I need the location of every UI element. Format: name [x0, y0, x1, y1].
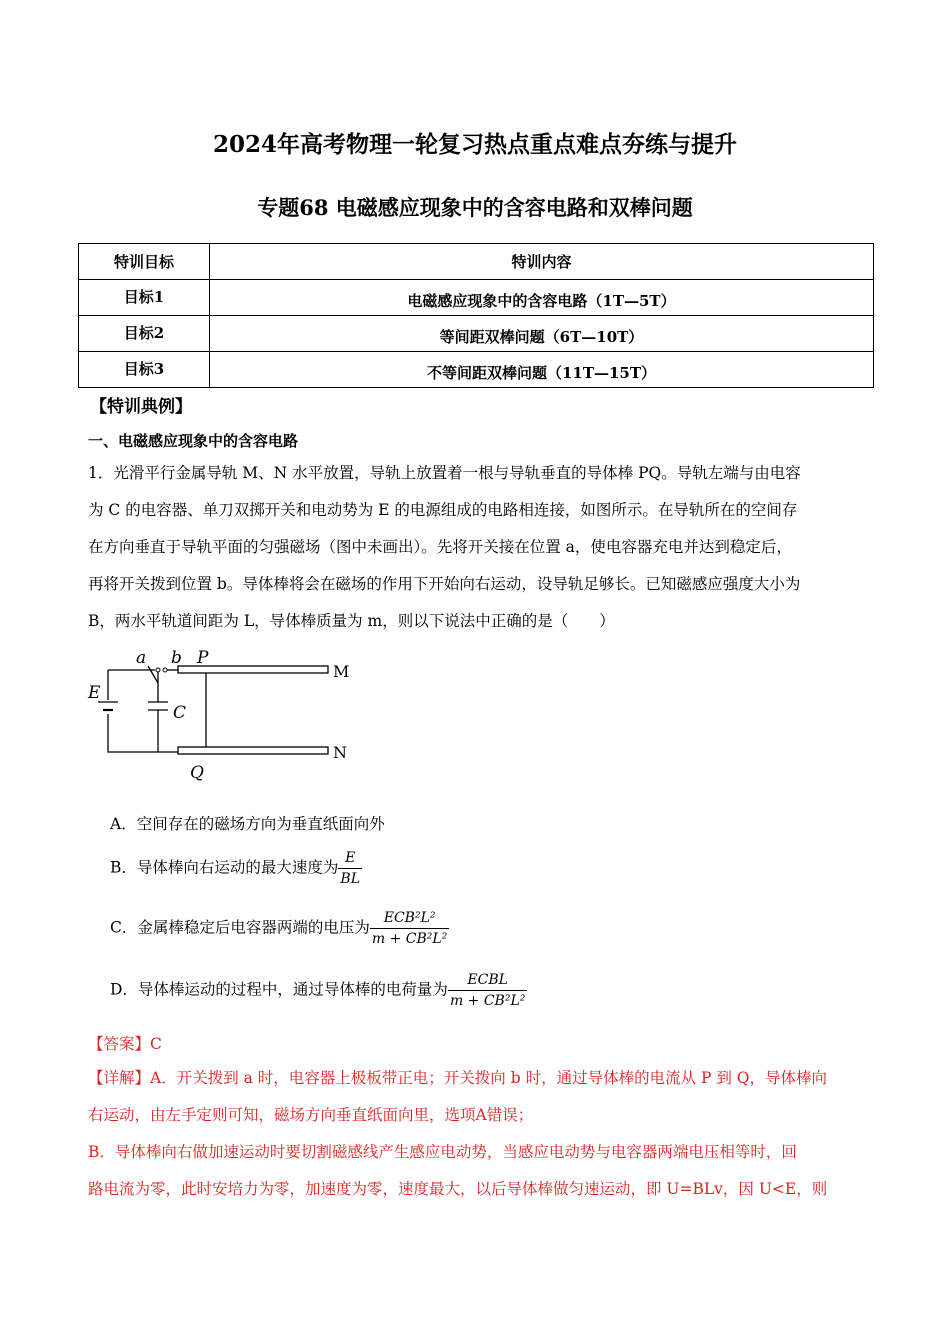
explanation-line: 右运动，由左手定则可知，磁场方向垂直纸面向里，选项A错误； — [88, 1106, 534, 1124]
explanation-line: 路电流为零，此时安培力为零，加速度为零，速度最大，以后导体棒做匀速运动，即 U=BLv，因 U<E，则 — [88, 1180, 828, 1198]
explanation-line: 【详解】A．开关拨到 a 时，电容器上极板带正电；开关拨向 b 时，通过导体棒的电流从 P 到 Q，导体棒向 — [88, 1069, 828, 1087]
table-cell-goal: 目标3 — [79, 352, 210, 388]
table-cell-content: 不等间距双棒问题（11T—15T） — [210, 352, 874, 388]
label-a: a — [136, 648, 147, 668]
question-text — [88, 455, 801, 640]
label-m: M — [333, 662, 350, 681]
label-c: C — [173, 703, 187, 723]
option-b: B．导体棒向右运动的最大速度为 $\frac{E}{BL}$ — [110, 850, 360, 887]
answer-line — [88, 1032, 162, 1054]
table-header-row — [79, 244, 874, 280]
document-title: 2024年高考物理一轮复习热点重点难点夯练与提升 — [212, 131, 737, 158]
question-line: 在方向垂直于导轨平面的匀强磁场（图中未画出）。先将开关接在位置 a，使电容器充电并达到稳定后， — [88, 538, 792, 556]
option-a: A．空间存在的磁场方向为垂直纸面向外 — [110, 815, 385, 833]
table-header-goal: 特训目标 — [79, 244, 210, 280]
table-cell-content: 等间距双棒问题（6T—10T） — [210, 316, 874, 352]
label-n: N — [333, 743, 347, 762]
question-line: 为 C 的电容器、单刀双掷开关和电动势为 E 的电源组成的电路相连接，如图所示。在导轨所在的空间存 — [88, 501, 798, 519]
option-d: D．导体棒运动的过程中，通过导体棒的电荷量为 $\frac{\text{ECBL}}{\text{m + CB²L²}}$ — [110, 972, 526, 1009]
subsection-heading: 一、电磁感应现象中的含容电路 — [88, 432, 299, 450]
question-number: 1． — [88, 464, 114, 482]
rail-n — [178, 747, 328, 754]
option-d-fraction: $\frac{\text{ECBL}}{\text{m + CB²L²}}$ — [449, 972, 526, 1009]
answer-value: C — [150, 1035, 162, 1053]
table-cell-content: 电磁感应现象中的含容电路（1T—5T） — [210, 280, 874, 316]
question-line: 1．光滑平行金属导轨 M、N 水平放置，导轨上放置着一根与导轨垂直的导体棒 PQ。导轨左端与由电容 — [88, 464, 801, 482]
table-row — [79, 316, 874, 352]
circuit-diagram — [80, 640, 380, 790]
option-c: C．金属棒稳定后电容器两端的电压为 $\frac{\text{ECB²L²}}{\text{m + CB²L²}}$ — [110, 910, 448, 947]
label-e: E — [88, 683, 101, 703]
bottom-wire — [108, 670, 178, 752]
switch-contact-a — [156, 668, 160, 672]
explanation — [88, 1060, 827, 1208]
targets-table — [78, 243, 874, 388]
table-row — [79, 352, 874, 388]
question-line: B，两水平轨道间距为 L，导体棒质量为 m，则以下说法中正确的是（ ） — [88, 612, 615, 630]
document-subtitle: 专题68 电磁感应现象中的含容电路和双棒问题 — [257, 195, 693, 220]
table-header-content: 特训内容 — [210, 244, 874, 280]
label-p: P — [197, 648, 209, 668]
table-row — [79, 280, 874, 316]
table-cell-goal: 目标1 — [79, 280, 210, 316]
explanation-line: B．导体棒向右做加速运动时要切割磁感线产生感应电动势，当感应电动势与电容器两端电压相等时，回 — [88, 1143, 797, 1161]
table-cell-goal: 目标2 — [79, 316, 210, 352]
label-q: Q — [190, 763, 204, 783]
option-b-fraction: $\frac{E}{BL}$ — [340, 850, 360, 887]
switch-contact-b — [163, 668, 167, 672]
question-line: 再将开关拨到位置 b。导体棒将会在磁场的作用下开始向右运动，设导轨足够长。已知磁感应强度大小为 — [88, 575, 801, 593]
option-c-fraction: $\frac{\text{ECB²L²}}{\text{m + CB²L²}}$ — [371, 910, 448, 947]
answer-tag: 【答案】 — [88, 1035, 151, 1053]
label-b: b — [171, 648, 182, 668]
explanation-tag: 【详解】 — [88, 1069, 151, 1087]
section-heading: 【特训典例】 — [90, 397, 192, 417]
